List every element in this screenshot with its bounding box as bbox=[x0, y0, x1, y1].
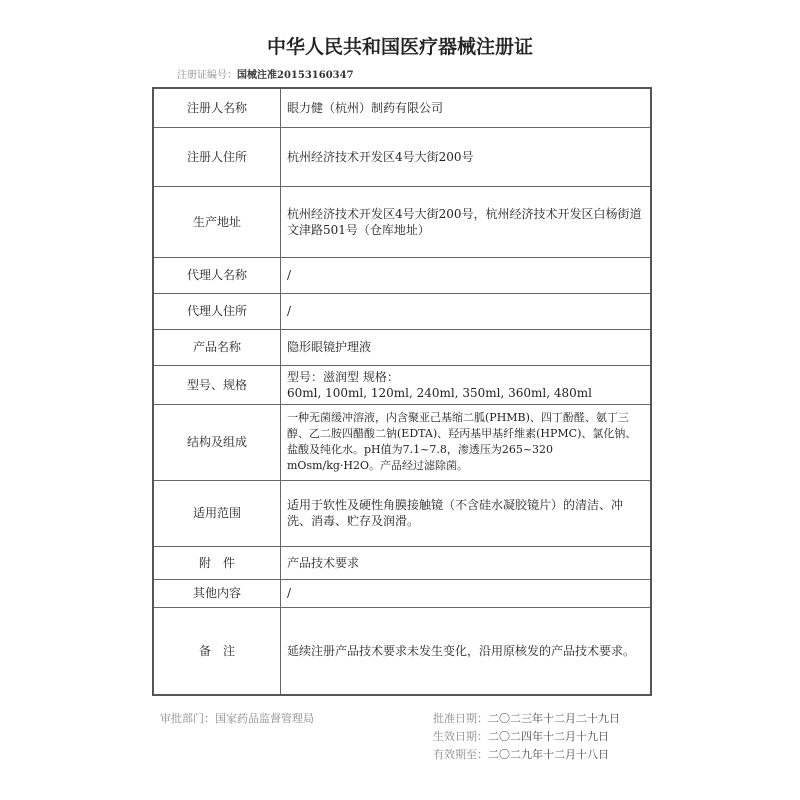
field-label: 备 注 bbox=[153, 607, 281, 695]
field-label: 产品名称 bbox=[153, 329, 281, 365]
effective-date bbox=[433, 728, 609, 744]
table-row bbox=[153, 546, 651, 579]
certificate-table bbox=[152, 87, 652, 696]
effective-date-value: 二〇二四年十二月十九日 bbox=[488, 730, 609, 743]
field-label: 适用范围 bbox=[153, 480, 281, 546]
table-row bbox=[153, 186, 651, 257]
table-row bbox=[153, 480, 651, 546]
field-label: 代理人名称 bbox=[153, 257, 281, 293]
table-row bbox=[153, 293, 651, 329]
table-row bbox=[153, 365, 651, 404]
table-row bbox=[153, 127, 651, 186]
effective-date-label: 生效日期： bbox=[433, 730, 488, 743]
expiry-date-label: 有效期至： bbox=[433, 748, 488, 761]
table-row bbox=[153, 329, 651, 365]
table-row bbox=[153, 579, 651, 607]
field-value: 型号：滋润型 规格： 60ml, 100ml, 120ml, 240ml, 350ml, 360ml, 480ml bbox=[281, 365, 652, 404]
field-label: 型号、规格 bbox=[153, 365, 281, 404]
expiry-date-value: 二〇二九年十二月十八日 bbox=[488, 748, 609, 761]
field-label: 注册人名称 bbox=[153, 88, 281, 127]
field-label: 生产地址 bbox=[153, 186, 281, 257]
field-value: 眼力健（杭州）制药有限公司 bbox=[281, 88, 652, 127]
approval-date bbox=[433, 710, 620, 726]
field-label: 结构及组成 bbox=[153, 404, 281, 480]
field-value: / bbox=[281, 579, 652, 607]
field-value: / bbox=[281, 293, 652, 329]
field-value: / bbox=[281, 257, 652, 293]
registration-number bbox=[177, 66, 354, 81]
field-value: 延续注册产品技术要求未发生变化，沿用原核发的产品技术要求。 bbox=[281, 607, 652, 695]
authority-label: 审批部门： bbox=[160, 712, 215, 725]
approval-date-value: 二〇二三年十二月二十九日 bbox=[488, 712, 620, 725]
table-row bbox=[153, 607, 651, 695]
field-value: 一种无菌缓冲溶液，内含聚亚己基缩二胍(PHMB)、四丁酚醛、氨丁三醇、乙二胺四醋酸二钠(EDTA)、羟丙基甲基纤维素(HPMC)、氯化钠、盐酸及纯化水。pH值为7.1~7.8，渗透压为265~320 mOsm/kg·H2O。产品经过滤除菌。 bbox=[281, 404, 652, 480]
approval-date-label: 批准日期： bbox=[433, 712, 488, 725]
reg-no-value: 国械注准20153160347 bbox=[237, 70, 354, 81]
document-title: 中华人民共和国医疗器械注册证 bbox=[266, 36, 533, 58]
field-label: 其他内容 bbox=[153, 579, 281, 607]
field-value: 产品技术要求 bbox=[281, 546, 652, 579]
field-value: 杭州经济技术开发区4号大街200号 bbox=[281, 127, 652, 186]
field-label: 附 件 bbox=[153, 546, 281, 579]
authority-value: 国家药品监督管理局 bbox=[215, 712, 314, 725]
reg-no-label: 注册证编号： bbox=[177, 70, 237, 81]
approval-authority bbox=[160, 710, 314, 726]
field-label: 代理人住所 bbox=[153, 293, 281, 329]
field-label: 注册人住所 bbox=[153, 127, 281, 186]
field-value: 杭州经济技术开发区4号大街200号，杭州经济技术开发区白杨街道文津路501号（仓库地址） bbox=[281, 186, 652, 257]
table-row bbox=[153, 257, 651, 293]
table-row bbox=[153, 88, 651, 127]
field-value: 适用于软性及硬性角膜接触镜（不含硅水凝胶镜片）的清洁、冲洗、消毒、贮存及润滑。 bbox=[281, 480, 652, 546]
field-value: 隐形眼镜护理液 bbox=[281, 329, 652, 365]
expiry-date bbox=[433, 746, 609, 762]
table-row bbox=[153, 404, 651, 480]
